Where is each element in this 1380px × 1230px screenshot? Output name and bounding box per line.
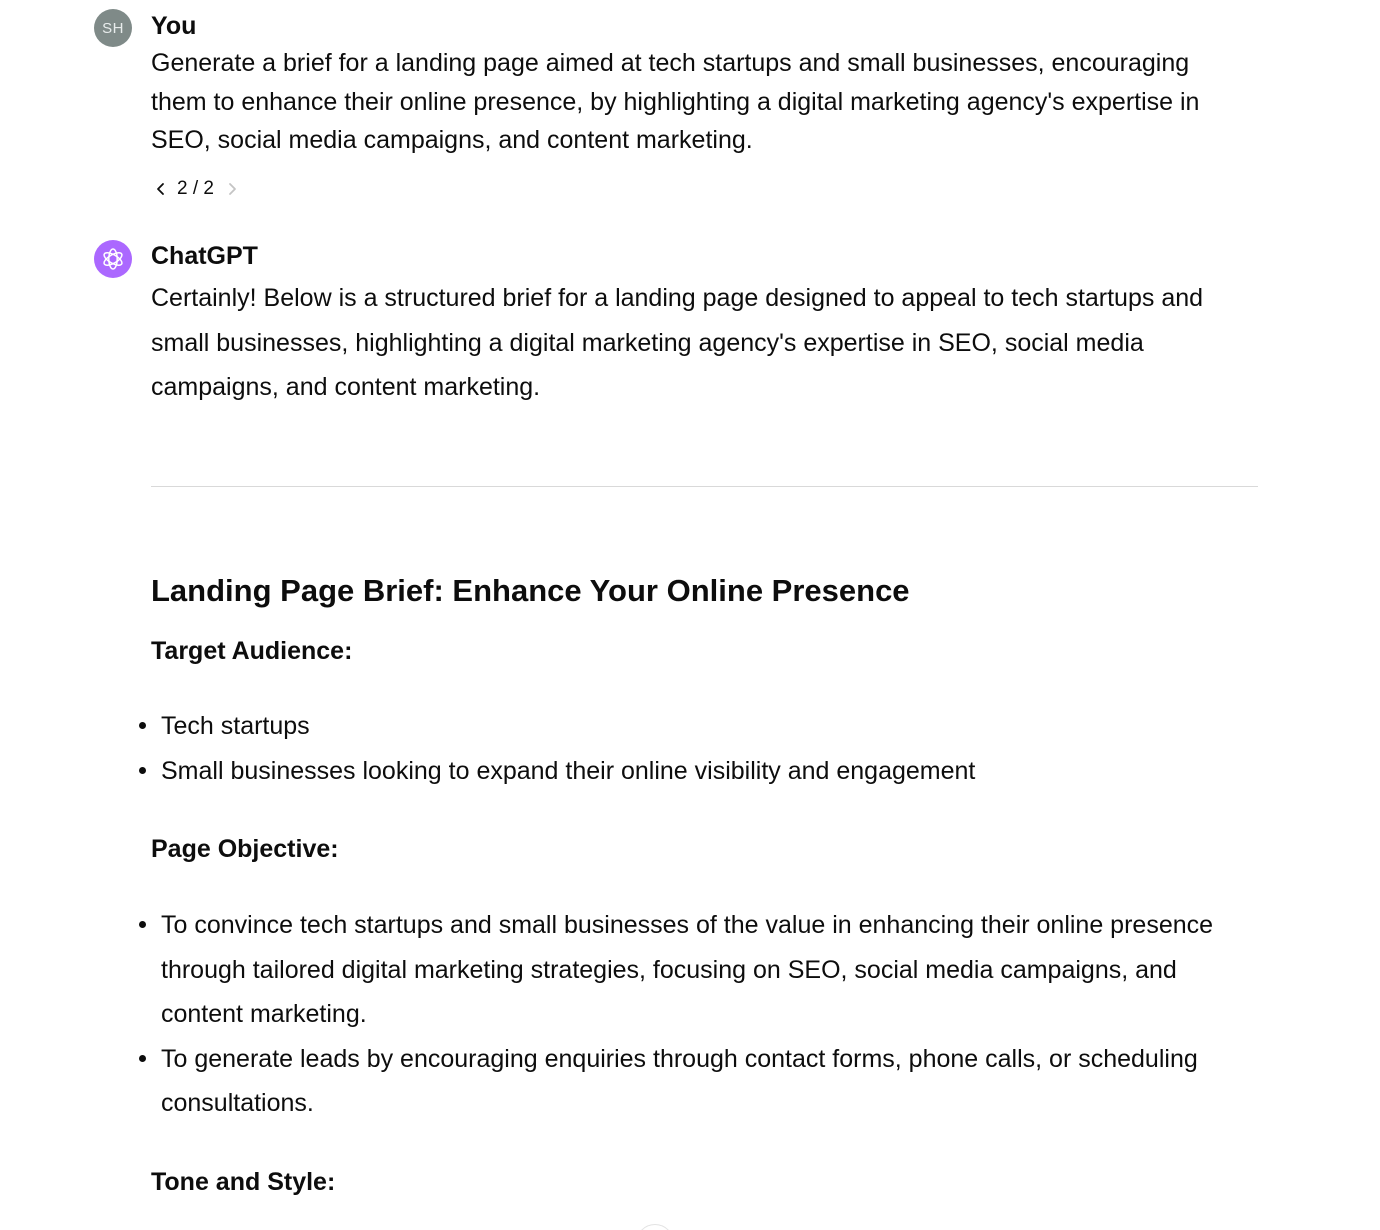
response-pager-count: 2 / 2 [177, 178, 214, 199]
list-item [139, 1037, 1249, 1126]
brief-heading: Landing Page Brief: Enhance Your Online Presence [151, 573, 910, 608]
bullet-icon [139, 722, 146, 729]
list-item-line: content marketing. [161, 1000, 367, 1029]
section-label-tone-and-style: Tone and Style: [151, 1168, 336, 1196]
bullet-icon [139, 1055, 146, 1062]
response-pager [151, 176, 242, 202]
list-item [139, 704, 1249, 749]
user-message-line: them to enhance their online presence, by highlighting a digital marketing agency's expertise in [151, 87, 1200, 116]
assistant-intro-line: campaigns, and content marketing. [151, 373, 541, 401]
assistant-author-name: ChatGPT [151, 242, 258, 270]
bullet-icon [139, 767, 146, 774]
user-avatar-initials: SH [102, 19, 124, 37]
page-objective-list [139, 903, 1249, 1126]
user-message-line: SEO, social media campaigns, and content marketing. [151, 126, 753, 154]
openai-logo-icon [100, 246, 126, 272]
target-audience-list [139, 704, 1249, 793]
previous-response-button[interactable] [151, 179, 171, 199]
list-item-line: Small businesses looking to expand their online visibility and engagement [161, 756, 976, 785]
section-label-target-audience: Target Audience: [151, 637, 353, 665]
horizontal-divider [151, 486, 1258, 487]
list-item-line: consultations. [161, 1089, 314, 1118]
list-item-line: To generate leads by encouraging enquiries through contact forms, phone calls, or scheduling [161, 1044, 1198, 1073]
chevron-left-icon [155, 182, 167, 196]
list-item [139, 903, 1249, 1037]
user-avatar [94, 9, 132, 47]
user-message-line: Generate a brief for a landing page aimed at tech startups and small businesses, encouraging [151, 49, 1190, 77]
list-item-line: through tailored digital marketing strategies, focusing on SEO, social media campaigns, and [161, 955, 1177, 984]
assistant-avatar [94, 240, 132, 278]
list-item-line: To convince tech startups and small businesses of the value in enhancing their online presence [161, 911, 1214, 939]
next-response-button[interactable] [222, 179, 242, 199]
list-item [139, 749, 1249, 794]
bullet-icon [139, 921, 146, 928]
user-message-text [151, 44, 1251, 160]
user-author-name: You [151, 12, 197, 40]
scroll-to-bottom-button[interactable] [636, 1224, 674, 1230]
assistant-intro-line: small businesses, highlighting a digital marketing agency's expertise in SEO, social media [151, 328, 1144, 357]
assistant-intro-line: Certainly! Below is a structured brief for a landing page designed to appeal to tech startups and [151, 284, 1204, 312]
chevron-right-icon [226, 182, 238, 196]
list-item-line: Tech startups [161, 712, 310, 740]
section-label-page-objective: Page Objective: [151, 835, 339, 863]
assistant-intro-text [151, 276, 1251, 410]
